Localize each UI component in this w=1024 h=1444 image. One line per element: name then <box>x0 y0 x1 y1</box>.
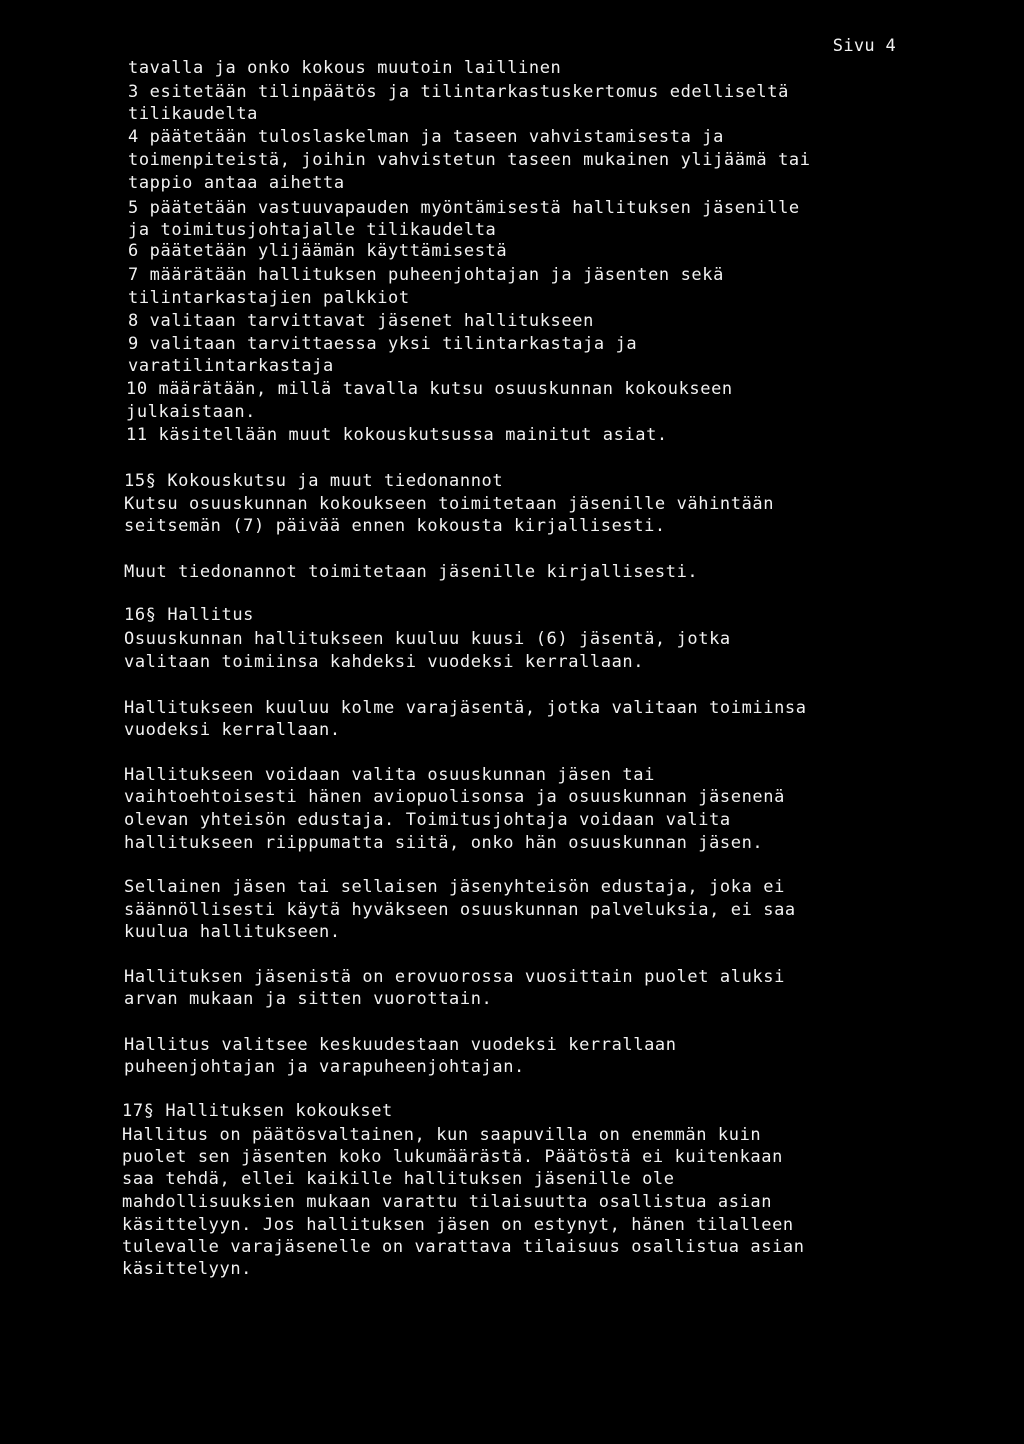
text-line: saa tehdä, ellei kaikille hallituksen jäsenille ole <box>122 1169 675 1189</box>
text-line: tavalla ja onko kokous muutoin laillinen <box>128 58 562 78</box>
text-line: olevan yhteisön edustaja. Toimitusjohtaja voidaan valita <box>124 810 731 830</box>
text-line: 6 päätetään ylijäämän käyttämisestä <box>128 241 508 261</box>
text-line: 4 päätetään tuloslaskelman ja taseen vahvistamisesta ja <box>128 127 724 147</box>
text-line: arvan mukaan ja sitten vuorottain. <box>124 989 493 1009</box>
text-line: ja toimitusjohtajalle tilikaudelta <box>128 220 497 240</box>
text-line: valitaan toimiinsa kahdeksi vuodeksi kerrallaan. <box>124 652 645 672</box>
text-line: 11 käsitellään muut kokouskutsussa mainitut asiat. <box>126 425 668 445</box>
text-line: tilikaudelta <box>128 104 259 124</box>
section-heading: 15§ Kokouskutsu ja muut tiedonannot <box>124 471 504 491</box>
text-line: hallitukseen riippumatta siitä, onko hän osuuskunnan jäsen. <box>124 833 764 853</box>
text-line: 9 valitaan tarvittaessa yksi tilintarkastaja ja <box>128 334 638 354</box>
text-line: 7 määrätään hallituksen puheenjohtajan ja jäsenten sekä <box>128 265 724 285</box>
text-line: Hallitukseen kuuluu kolme varajäsentä, jotka valitaan toimiinsa <box>124 698 807 718</box>
text-line: Sellainen jäsen tai sellaisen jäsenyhteisön edustaja, joka ei <box>124 877 785 897</box>
text-line: Muut tiedonannot toimitetaan jäsenille kirjallisesti. <box>124 562 699 582</box>
page-number: Sivu 4 <box>832 36 896 56</box>
text-line: vaihtoehtoisesti hänen aviopuolisonsa ja osuuskunnan jäsenenä <box>124 787 785 807</box>
text-line: Kutsu osuuskunnan kokoukseen toimitetaan jäsenille vähintään <box>124 494 775 514</box>
text-line: 8 valitaan tarvittavat jäsenet hallitukseen <box>128 311 594 331</box>
text-line: puheenjohtajan ja varapuheenjohtajan. <box>124 1057 525 1077</box>
text-line: 3 esitetään tilinpäätös ja tilintarkastuskertomus edelliseltä <box>128 82 789 102</box>
text-line: mahdollisuuksien mukaan varattu tilaisuutta osallistua asian <box>122 1192 773 1212</box>
text-line: Hallitus on päätösvaltainen, kun saapuvilla on enemmän kuin <box>122 1125 762 1145</box>
text-line: Hallitukseen voidaan valita osuuskunnan jäsen tai <box>124 765 655 785</box>
text-line: vuodeksi kerrallaan. <box>124 720 341 740</box>
text-line: 10 määrätään, millä tavalla kutsu osuuskunnan kokoukseen <box>126 379 733 399</box>
text-line: kuulua hallitukseen. <box>124 922 341 942</box>
section-heading: 16§ Hallitus <box>124 605 255 625</box>
text-line: tulevalle varajäsenelle on varattava tilaisuus osallistua asian <box>122 1237 805 1257</box>
text-line: käsittelyyn. <box>122 1259 253 1279</box>
text-line: seitsemän (7) päivää ennen kokousta kirjallisesti. <box>124 516 666 536</box>
text-line: toimenpiteistä, joihin vahvistetun taseen mukainen ylijäämä tai <box>128 150 811 170</box>
text-line: Osuuskunnan hallitukseen kuuluu kuusi (6) jäsentä, jotka <box>124 629 731 649</box>
text-line: tappio antaa aihetta <box>128 173 345 193</box>
text-line: julkaistaan. <box>126 402 257 422</box>
text-line: säännöllisesti käytä hyväkseen osuuskunnan palveluksia, ei saa <box>124 900 796 920</box>
section-heading: 17§ Hallituksen kokoukset <box>122 1101 393 1121</box>
text-line: tilintarkastajien palkkiot <box>128 288 410 308</box>
text-line: varatilintarkastaja <box>128 356 334 376</box>
text-line: käsittelyyn. Jos hallituksen jäsen on estynyt, hänen tilalleen <box>122 1215 794 1235</box>
text-line: 5 päätetään vastuuvapauden myöntämisestä hallituksen jäsenille <box>128 198 800 218</box>
text-line: Hallituksen jäsenistä on erovuorossa vuosittain puolet aluksi <box>124 967 785 987</box>
text-line: Hallitus valitsee keskuudestaan vuodeksi kerrallaan <box>124 1035 677 1055</box>
text-line: puolet sen jäsenten koko lukumäärästä. Päätöstä ei kuitenkaan <box>122 1147 783 1167</box>
